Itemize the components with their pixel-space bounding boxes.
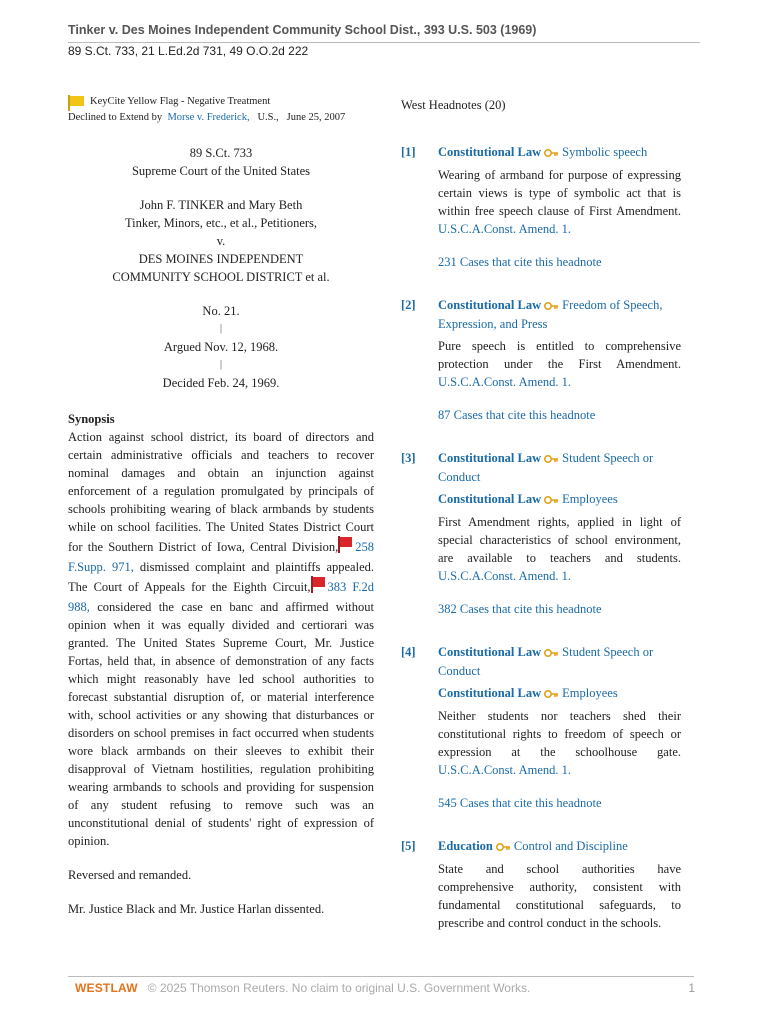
petitioner-line-2: Tinker, Minors, etc., et al., Petitioners, (124, 216, 318, 230)
citing-cases-link[interactable]: 231 Cases that cite this headnote (438, 255, 602, 269)
headnote-topic-link[interactable]: Constitutional Law (438, 492, 542, 506)
docket-number: No. 21. (202, 304, 240, 318)
headnote-2 (401, 296, 681, 424)
respondent-line-2: COMMUNITY SCHOOL DISTRICT et al. (112, 270, 330, 284)
reporter-citation: 89 S.Ct. 733 (189, 146, 253, 160)
headnote-subtopic-link[interactable]: Student Speech or Conduct (438, 645, 654, 678)
headnote-number[interactable]: [4] (401, 645, 416, 659)
synopsis-heading: Synopsis (68, 412, 115, 426)
headnote-topic-link[interactable]: Constitutional Law (438, 686, 542, 700)
key-icon (544, 450, 559, 468)
headnote-body: State and school authorities have comprehensive authority, consistent with fundamental constitutional safeguards, to prescribe and control conduct in the schools. (438, 862, 681, 930)
statute-citation-link[interactable]: U.S.C.A.Const. Amend. 1. (438, 569, 572, 583)
versus: v. (216, 234, 226, 248)
headnote-body: Pure speech is entitled to comprehensive protection under the First Amendment. (438, 339, 681, 371)
respondent-line-1: DES MOINES INDEPENDENT (138, 252, 304, 266)
headnote-subtopic-link[interactable]: Control and Discipline (513, 839, 628, 853)
statute-citation-link[interactable]: U.S.C.A.Const. Amend. 1. (438, 375, 572, 389)
key-icon (544, 144, 559, 162)
headnote-text (438, 860, 681, 932)
headnote-number[interactable]: [2] (401, 298, 416, 312)
separator: | (219, 323, 222, 334)
citing-cases-link[interactable]: 545 Cases that cite this headnote (438, 796, 602, 810)
appeals-court-citation-link[interactable]: 383 F.2d 988, (68, 580, 375, 614)
headnote-body: Neither students nor teachers shed their constitutional rights to freedom of speech or expression at the schoolhouse gate. (438, 709, 681, 759)
disposition: Reversed and remanded. (68, 868, 192, 882)
left-column (68, 95, 374, 918)
synopsis-part-2: dismissed complaint and plaintiffs appealed. The Court of Appeals for the Eighth Circuit, (68, 560, 375, 594)
red-flag-icon[interactable] (311, 576, 326, 598)
key-icon (544, 644, 559, 662)
citing-cases-link[interactable]: 382 Cases that cite this headnote (438, 602, 602, 616)
key-icon (544, 297, 559, 315)
synopsis-part-3: considered the case en banc and affirmed without opinion when it was equally divided and certiorari was granted. The United States Supreme Court, Mr. Justice Fortas, held that, in absence of demonstration of any facts which might reasonably have led school authorities to forecast substantial disruption of, or material interference with, school activities or any showing that disturbances or disorders on school premises in fact occurred when students wore black armbands on their sleeves to exhibit their disapproval of Vietnam hostilities, regulation prohibiting wearing armbands to schools and providing for suspension of any student refusing to remove such was an unconstitutional denial of students' right of expression of opinion. (68, 600, 374, 848)
decided-date: Decided Feb. 24, 1969. (162, 376, 280, 390)
keycite-declined-prefix: Declined to Extend by (68, 112, 163, 123)
headnote-subtopic-link[interactable]: Freedom of Speech, Expression, and Press (438, 298, 663, 331)
key-icon (544, 685, 559, 703)
keycite-date: June 25, 2007 (286, 112, 346, 123)
page-number: 1 (688, 981, 695, 995)
headnote-body: First Amendment rights, applied in light of special characteristics of school environment, are available to teachers and students. (438, 515, 681, 565)
headnotes-title: West Headnotes (20) (401, 98, 506, 112)
headnote-text (438, 513, 681, 585)
westlaw-logo: WESTLAW (75, 981, 138, 995)
headnote-number[interactable]: [1] (401, 145, 416, 159)
case-caption (68, 144, 374, 392)
yellow-flag-icon[interactable] (68, 95, 85, 116)
parallel-citation: 89 S.Ct. 733, 21 L.Ed.2d 731, 49 O.O.2d 222 (68, 44, 309, 58)
headnote-subtopic-link[interactable]: Employees (562, 686, 618, 700)
red-flag-icon[interactable] (338, 536, 353, 558)
statute-citation-link[interactable]: U.S.C.A.Const. Amend. 1. (438, 222, 572, 236)
headnote-1 (401, 143, 681, 271)
headnote-text (438, 707, 681, 779)
synopsis-text (68, 428, 374, 850)
key-icon (496, 838, 511, 856)
headnote-3 (401, 449, 681, 618)
keycite-block (68, 95, 374, 125)
district-court-citation-link[interactable]: 258 F.Supp. 971, (68, 540, 374, 574)
headnote-topic-link[interactable]: Education (438, 839, 493, 853)
keycite-case-link[interactable]: Morse v. Frederick, (167, 112, 250, 123)
headnote-subtopic-link[interactable]: Symbolic speech (562, 145, 648, 159)
headnote-5 (401, 837, 681, 932)
key-icon (544, 491, 559, 509)
headnote-text (438, 337, 681, 391)
statute-citation-link[interactable]: U.S.C.A.Const. Amend. 1. (438, 763, 572, 777)
separator: | (219, 359, 222, 370)
headnote-body: Wearing of armband for purpose of expressing certain views is type of symbolic act that is within free speech clause of First Amendment. (438, 168, 681, 218)
footer-divider (68, 976, 694, 977)
footer (75, 981, 695, 995)
dissent-note: Mr. Justice Black and Mr. Justice Harlan dissented. (68, 902, 325, 916)
headnote-number[interactable]: [3] (401, 451, 416, 465)
headnote-topic-link[interactable]: Constitutional Law (438, 298, 542, 312)
headnote-4 (401, 643, 681, 812)
headnote-topic-link[interactable]: Constitutional Law (438, 645, 542, 659)
court-name: Supreme Court of the United States (131, 164, 311, 178)
document-title: Tinker v. Des Moines Independent Community School Dist., 393 U.S. 503 (1969) (68, 23, 537, 37)
synopsis-part-1: Action against school district, its board of directors and certain administrative officials and teachers to recover nominal damages and obtain an injunction against enforcement of a regulation promulgated by principals of schools prohibiting wearing of black armbands by students while on school facilities. The United States District Court for the Southern District of Iowa, Central Division, (68, 430, 374, 554)
header-divider (68, 42, 700, 43)
petitioner-line-1: John F. TINKER and Mary Beth (139, 198, 303, 212)
headnote-number[interactable]: [5] (401, 839, 416, 853)
citing-cases-link[interactable]: 87 Cases that cite this headnote (438, 408, 596, 422)
headnote-subtopic-link[interactable]: Student Speech or Conduct (438, 451, 654, 484)
copyright-notice: © 2025 Thomson Reuters. No claim to original U.S. Government Works. (147, 981, 531, 995)
headnotes-column (401, 97, 681, 932)
headnote-subtopic-link[interactable]: Employees (562, 492, 618, 506)
argued-date: Argued Nov. 12, 1968. (163, 340, 279, 354)
headnote-text (438, 166, 681, 238)
headnote-topic-link[interactable]: Constitutional Law (438, 451, 542, 465)
keycite-flag-label: KeyCite Yellow Flag - Negative Treatment (90, 96, 271, 107)
keycite-court: U.S., (257, 112, 279, 123)
headnote-topic-link[interactable]: Constitutional Law (438, 145, 542, 159)
